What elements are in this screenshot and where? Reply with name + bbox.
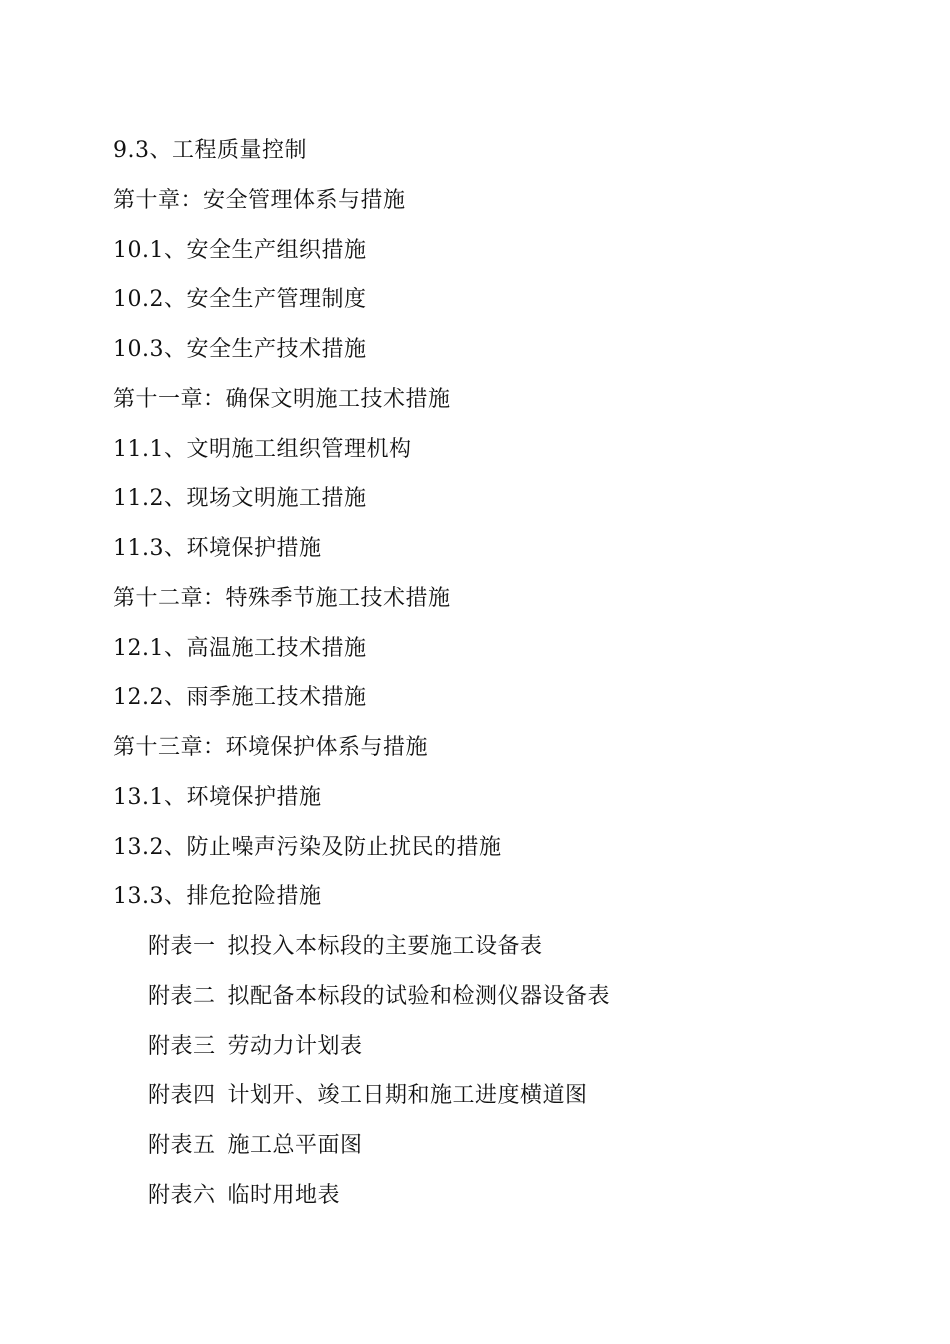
- toc-section-13-1: 13.1、环境保护措施: [113, 785, 322, 810]
- appendix-label: 附表二: [148, 984, 216, 1009]
- appendix-2: [148, 982, 610, 1012]
- toc-section-13-3: 13.3、排危抢险措施: [113, 884, 322, 909]
- appendix-4: [148, 1081, 588, 1111]
- appendix-6: [148, 1181, 340, 1211]
- toc-section-9-3: 9.3、工程质量控制: [113, 138, 307, 163]
- toc-chapter-10: 第十章：安全管理体系与措施: [113, 188, 406, 213]
- appendix-title: 拟投入本标段的主要施工设备表: [227, 934, 543, 959]
- appendix-title: 计划开、竣工日期和施工进度横道图: [227, 1083, 588, 1108]
- toc-section-11-1: 11.1、文明施工组织管理机构: [113, 437, 412, 462]
- appendix-title: 临时用地表: [227, 1183, 341, 1208]
- appendix-label: 附表三: [148, 1034, 216, 1059]
- appendix-label: 附表一: [148, 934, 216, 959]
- toc-section-12-2: 12.2、雨季施工技术措施: [113, 685, 367, 710]
- appendix-title: 施工总平面图: [227, 1133, 363, 1158]
- appendix-label: 附表五: [148, 1133, 216, 1158]
- toc-section-11-3: 11.3、环境保护措施: [113, 536, 322, 561]
- toc-section-12-1: 12.1、高温施工技术措施: [113, 636, 367, 661]
- toc-chapter-13: 第十三章：环境保护体系与措施: [113, 735, 429, 760]
- appendix-title: 拟配备本标段的试验和检测仪器设备表: [227, 984, 611, 1009]
- toc-chapter-11: 第十一章：确保文明施工技术措施: [113, 387, 451, 412]
- toc-section-10-3: 10.3、安全生产技术措施: [113, 337, 367, 362]
- toc-section-10-1: 10.1、安全生产组织措施: [113, 238, 367, 263]
- appendix-3: [148, 1032, 363, 1062]
- appendix-1: [148, 932, 543, 962]
- toc-chapter-12: 第十二章：特殊季节施工技术措施: [113, 586, 451, 611]
- toc-section-11-2: 11.2、现场文明施工措施: [113, 486, 367, 511]
- appendix-label: 附表六: [148, 1183, 216, 1208]
- appendix-title: 劳动力计划表: [227, 1034, 363, 1059]
- appendix-label: 附表四: [148, 1083, 216, 1108]
- toc-section-13-2: 13.2、防止噪声污染及防止扰民的措施: [113, 835, 502, 860]
- appendix-5: [148, 1131, 363, 1161]
- toc-section-10-2: 10.2、安全生产管理制度: [113, 287, 367, 312]
